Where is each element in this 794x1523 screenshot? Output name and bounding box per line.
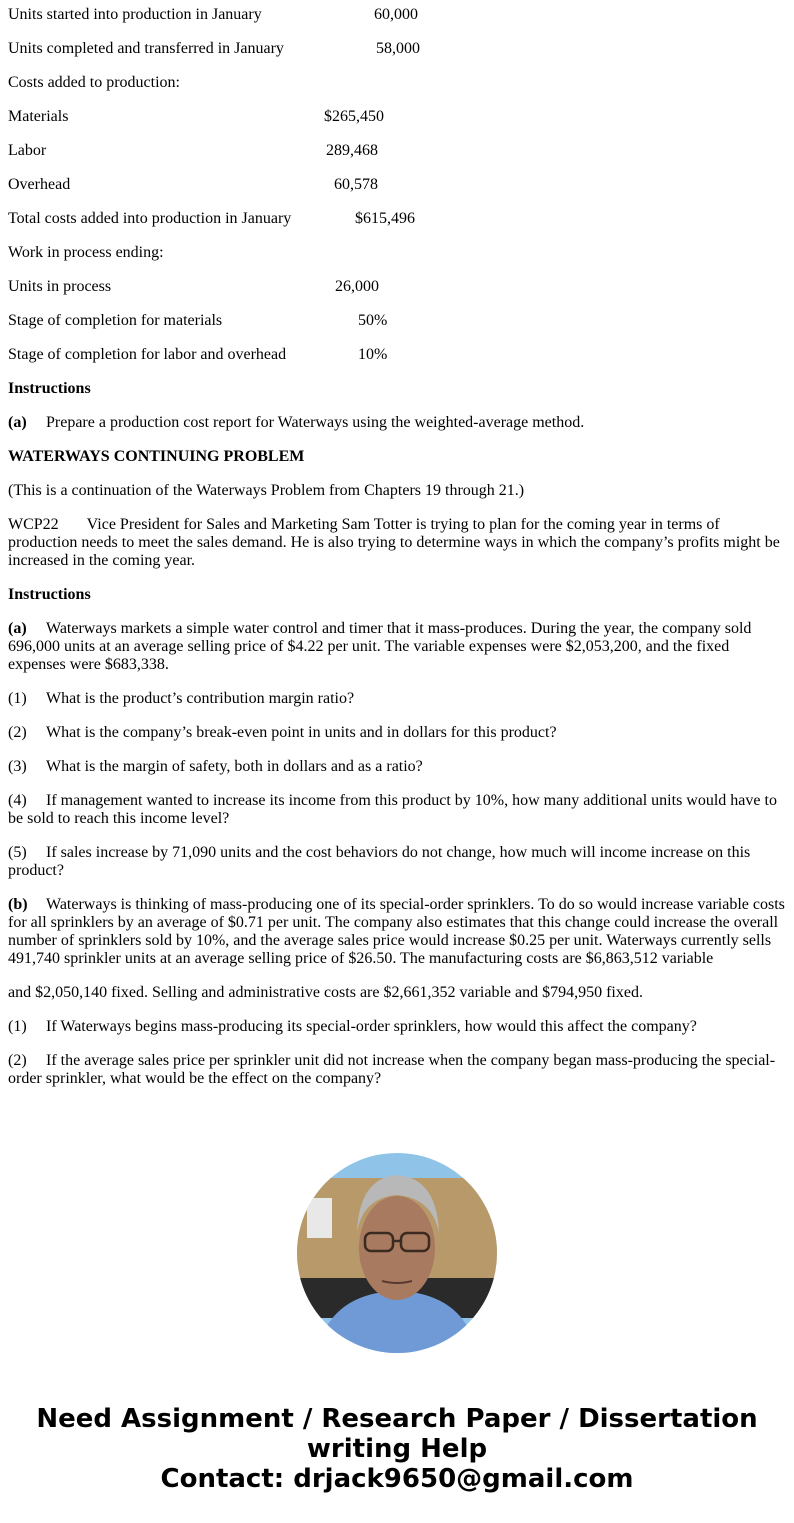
wcp-instructions-heading xyxy=(8,586,786,604)
footer-contact-email: Contact: drjack9650@gmail.com xyxy=(160,1464,634,1494)
row-label: Materials xyxy=(8,108,69,125)
data-row xyxy=(8,6,786,24)
row-value: 60,578 xyxy=(334,176,378,193)
row-label: Total costs added into production in January xyxy=(8,210,292,227)
heading-text: WATERWAYS CONTINUING PROBLEM xyxy=(8,448,305,465)
problem-code: WCP22 xyxy=(8,516,59,533)
part-b xyxy=(8,896,786,968)
portrait-photo-icon xyxy=(297,1153,497,1353)
data-row xyxy=(8,210,786,228)
row-label: Work in process ending: xyxy=(8,244,164,261)
data-row xyxy=(8,244,786,262)
instruction-a xyxy=(8,414,786,432)
question-number: (5) xyxy=(8,844,27,861)
part-a xyxy=(8,620,786,674)
footer-contact xyxy=(0,1404,794,1494)
question-text: What is the margin of safety, both in dollars and as a ratio? xyxy=(46,758,423,775)
wcp-intro xyxy=(8,516,786,570)
wcp-heading xyxy=(8,448,786,466)
footer-line: writing Help xyxy=(306,1434,488,1464)
instructions-heading xyxy=(8,380,786,398)
question-number: (2) xyxy=(8,724,27,741)
row-label: Costs added to production: xyxy=(8,74,180,91)
data-row xyxy=(8,176,786,194)
item-text: Prepare a production cost report for Waterways using the weighted-average method. xyxy=(46,414,585,431)
row-label: Units completed and transferred in January xyxy=(8,40,284,57)
question-item xyxy=(8,1052,786,1088)
data-row xyxy=(8,108,786,126)
row-label: Labor xyxy=(8,142,47,159)
heading-text: Instructions xyxy=(8,380,91,397)
row-value: 26,000 xyxy=(335,278,379,295)
item-label: (b) xyxy=(8,896,28,913)
data-row xyxy=(8,142,786,160)
row-label: Units started into production in January xyxy=(8,6,262,23)
row-label: Overhead xyxy=(8,176,71,193)
data-row xyxy=(8,346,786,364)
question-item xyxy=(8,844,786,880)
row-value: $265,450 xyxy=(324,108,384,125)
data-row xyxy=(8,74,786,92)
question-number: (1) xyxy=(8,690,27,707)
question-item xyxy=(8,792,786,828)
part-b-continued: and $2,050,140 fixed. Selling and administrative costs are $2,661,352 variable and $794,950 fixed. xyxy=(8,984,643,1001)
row-value: 50% xyxy=(358,312,388,329)
footer-line: Need Assignment / Research Paper / Dissertation xyxy=(36,1404,758,1434)
avatar xyxy=(297,1153,497,1353)
row-value: $615,496 xyxy=(355,210,415,227)
row-value: 60,000 xyxy=(374,6,418,23)
row-label: Units in process xyxy=(8,278,112,295)
question-text: What is the company’s break-even point in units and in dollars for this product? xyxy=(46,724,557,741)
question-text: If the average sales price per sprinkler unit did not increase when the company began mass-producing the special-order sprinkler, what would be the effect on the company? xyxy=(8,1052,776,1087)
item-label: (a) xyxy=(8,620,27,637)
question-item xyxy=(8,1018,786,1036)
item-label: (a) xyxy=(8,414,27,431)
row-label: Stage of completion for labor and overhead xyxy=(8,346,287,363)
item-text: Waterways markets a simple water control and timer that it mass-produces. During the year, the company sold 696,000 units at an average selling price of $4.22 per unit. The variable expenses were $2,053,200, and the fixed expenses were $683,338. xyxy=(8,620,752,673)
row-value: 289,468 xyxy=(326,142,378,159)
question-number: (4) xyxy=(8,792,27,809)
question-text: If management wanted to increase its income from this product by 10%, how many additional units would have to be sold to reach this income level? xyxy=(8,792,777,827)
row-label: Stage of completion for materials xyxy=(8,312,223,329)
question-number: (2) xyxy=(8,1052,27,1069)
heading-text: Instructions xyxy=(8,586,91,603)
row-value: 58,000 xyxy=(376,40,420,57)
question-number: (1) xyxy=(8,1018,27,1035)
wcp-note: (This is a continuation of the Waterways Problem from Chapters 19 through 21.) xyxy=(8,482,525,499)
question-text: What is the product’s contribution margin ratio? xyxy=(46,690,355,707)
data-row xyxy=(8,40,786,58)
question-item xyxy=(8,690,786,708)
data-row xyxy=(8,312,786,330)
item-text: Waterways is thinking of mass-producing one of its special-order sprinklers. To do so would increase variable costs for all sprinklers by an average of $0.71 per unit. The company also estimates that this change could increase the overall number of sprinklers sold by 10%, and the average sales price would increase $0.25 per unit. Waterways currently sells 491,740 sprinkler units at an average selling price of $26.50. The manufacturing costs are $6,863,512 variable xyxy=(8,896,785,967)
intro-text: Vice President for Sales and Marketing Sam Totter is trying to plan for the coming year in terms of production needs to meet the sales demand. He is also trying to determine ways in which the company’s profits might be increased in the coming year. xyxy=(8,516,780,569)
row-value: 10% xyxy=(358,346,388,363)
data-row xyxy=(8,278,786,296)
question-number: (3) xyxy=(8,758,27,775)
question-text: If sales increase by 71,090 units and the cost behaviors do not change, how much will income increase on this product? xyxy=(8,844,751,879)
question-item xyxy=(8,724,786,742)
question-item xyxy=(8,758,786,776)
question-text: If Waterways begins mass-producing its special-order sprinklers, how would this affect the company? xyxy=(46,1018,697,1035)
